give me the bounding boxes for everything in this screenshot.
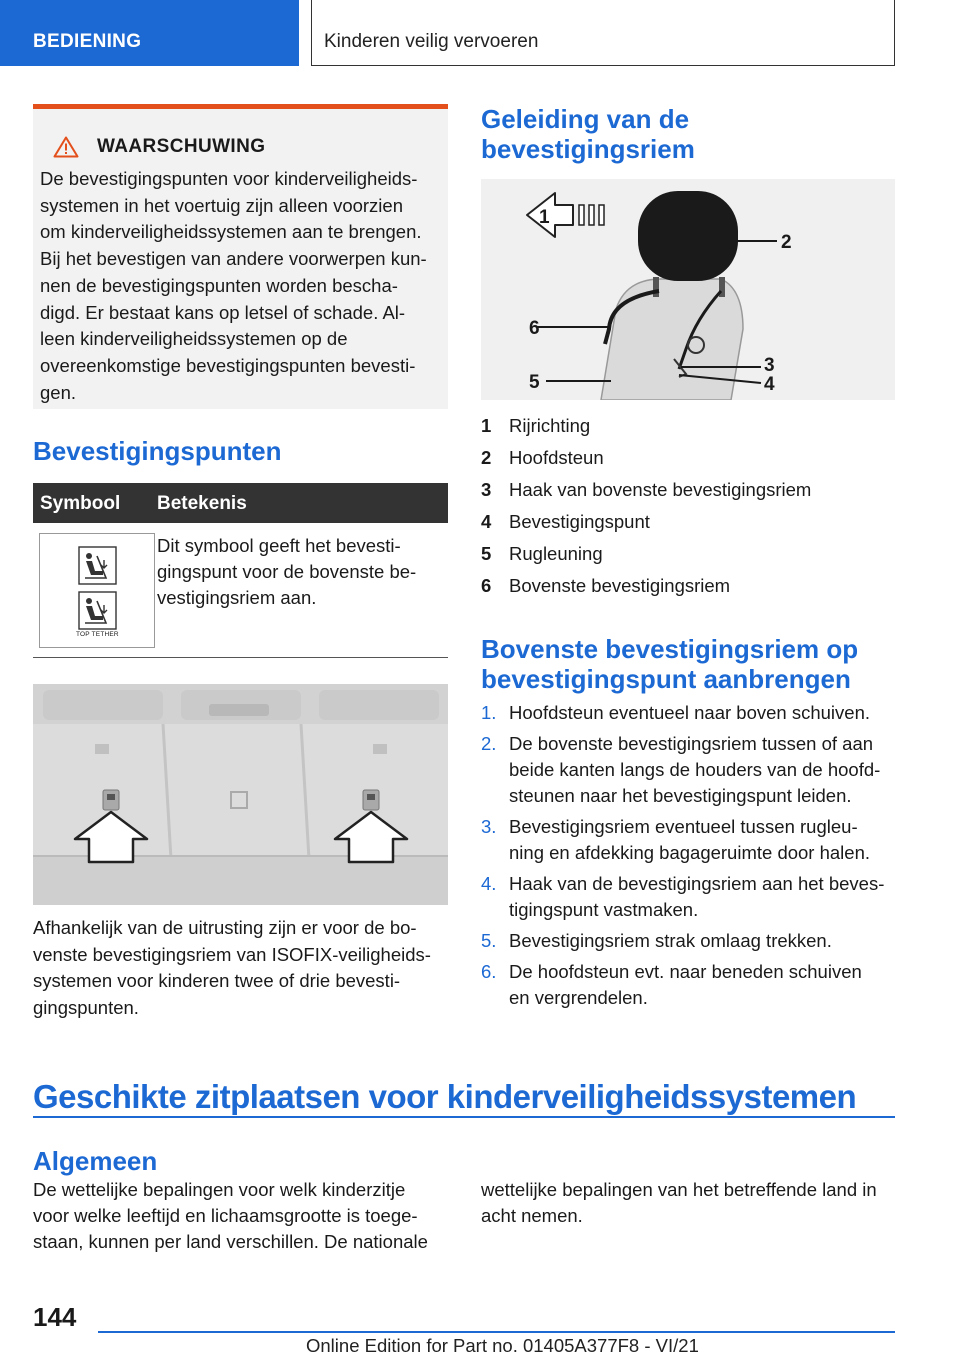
list-item [481,731,895,809]
symbol-caption: TOP TETHER [76,631,119,638]
legend-number: 4 [481,511,492,532]
callout-1: 1 [539,207,550,228]
list-item [481,570,895,602]
footer-divider [98,1331,895,1333]
step-line: Hoofdsteun eventueel naar boven schuiven. [509,702,871,723]
algemeen-text-left [33,1177,448,1255]
step-number: 5. [481,930,497,951]
list-item [481,538,895,570]
legend-number: 5 [481,543,492,564]
paragraph-line: Afhankelijk van de uitrusting zijn er voor de bo- [33,917,417,938]
paragraph-line: systemen voor kinderen twee of drie bevesti- [33,970,401,991]
list-item [481,410,895,442]
step-number: 3. [481,816,497,837]
anchor-points-paragraph [33,915,448,1021]
anchor-points-illustration [33,684,448,905]
step-line: Bevestigingsriem eventueel tussen rugleu- [509,816,858,837]
algemeen-text-right [481,1177,895,1229]
symbol-table [33,483,448,658]
step-line: beide kanten langs de houders van de hoofd- [509,759,881,780]
legend-label: Bovenste bevestigingsriem [509,575,731,596]
step-number: 6. [481,961,497,982]
figure-legend [481,410,895,602]
list-item [481,959,895,1011]
list-item [481,474,895,506]
legend-label: Rijrichting [509,415,591,436]
warning-line: gen. [40,381,77,403]
warning-title: WAARSCHUWING [97,136,266,157]
meaning-line: Dit symbool geeft het bevesti- [157,535,401,556]
symbol-meaning [157,533,447,611]
callout-4: 4 [764,374,775,395]
paragraph-line: voor welke leeftijd en lichaamsgrootte is toege- [33,1205,418,1226]
step-number: 2. [481,733,497,754]
warning-text [40,166,445,406]
legend-label: Hoofdsteun [509,447,604,468]
symbol-image [39,533,155,648]
table-header [33,483,448,523]
meaning-line: vestigingsriem aan. [157,587,317,608]
paragraph-line: De wettelijke bepalingen voor welk kinderzitje [33,1179,406,1200]
step-line: tigingspunt vastmaken. [509,899,699,920]
callout-3: 3 [764,355,775,376]
step-line: Haak van de bevestigingsriem aan het beves- [509,873,885,894]
edition-info: Online Edition for Part no. 01405A377F8 - VI/21 [306,1335,699,1356]
aanbrengen-heading [481,634,858,694]
heading-line: Bovenste bevestigingsriem op [481,634,859,664]
warning-line: Bij het bevestigen van andere voorwerpen kun- [40,248,427,270]
callout-6: 6 [529,318,540,339]
heading-line: bevestigingsriem [481,134,695,164]
heading-line: Geleiding van de [481,104,690,134]
warning-line: overeenkomstige bevestigingspunten bevesti- [40,354,416,376]
list-item [481,871,895,923]
paragraph-line: acht nemen. [481,1205,583,1226]
legend-number: 3 [481,479,492,500]
warning-line: om kinderveiligheidssystemen aan te brengen. [40,221,422,243]
paragraph-line: staan, kunnen per land verschillen. De nationale [33,1231,428,1252]
section-title: BEDIENING [33,31,142,52]
legend-number: 1 [481,415,492,436]
chapter-tab [311,0,895,66]
legend-label: Rugleuning [509,543,603,564]
warning-line: digd. Er bestaat kans op letsel of schade. Al- [40,301,406,323]
geschikte-heading: Geschikte zitplaatsen voor kinderveiligheidssystemen [33,1078,857,1115]
paragraph-line: venste bevestigingsriem van ISOFIX-veiligheids- [33,943,431,965]
callout-2: 2 [781,232,792,253]
step-line: De hoofdsteun evt. naar beneden schuiven [509,961,862,982]
step-line: Bevestigingsriem strak omlaag trekken. [509,930,832,951]
warning-header [53,136,265,158]
meaning-line: gingspunt voor de bovenste be- [157,561,417,582]
step-line: en vergrendelen. [509,987,648,1008]
callout-5: 5 [529,372,540,393]
bevestigingspunten-heading: Bevestigingspunten [33,436,282,466]
legend-number: 2 [481,447,492,468]
list-item [481,700,895,726]
algemeen-heading: Algemeen [33,1146,158,1176]
step-number: 1. [481,702,497,723]
legend-number: 6 [481,575,492,596]
chapter-title: Kinderen veilig vervoeren [324,31,539,52]
paragraph-line: gingspunten. [33,996,139,1018]
section-tab [0,0,299,66]
paragraph-line: wettelijke bepalingen van het betreffende land in [481,1179,877,1200]
warning-triangle-icon [53,136,79,158]
warning-line: De bevestigingspunten voor kinderveiligheids- [40,168,418,189]
warning-line: leen kinderveiligheidssystemen op de [40,328,348,350]
legend-label: Haak van bovenste bevestigingsriem [509,479,812,500]
warning-line: systemen in het voertuig zijn alleen voorzien [40,194,403,216]
column-header-meaning: Betekenis [157,493,247,514]
legend-label: Bevestigingspunt [509,511,650,532]
geleiding-heading [481,104,695,164]
list-item [481,506,895,538]
list-item [481,442,895,474]
step-line: steunen naar het bevestigingspunt leiden. [509,785,852,806]
step-line: De bovenste bevestigingsriem tussen of aan [509,733,874,754]
warning-box [33,104,448,409]
step-line: ning en afdekking bagageruimte door halen. [509,842,871,863]
warning-line: nen de bevestigingspunten worden bescha- [40,274,398,296]
strap-routing-illustration [481,179,895,400]
instruction-steps [481,700,895,1016]
page-number: 144 [33,1302,77,1332]
list-item [481,814,895,866]
table-row [33,523,448,658]
list-item [481,928,895,954]
column-header-symbol: Symbool [40,493,121,514]
step-number: 4. [481,873,497,894]
heading-line: bevestigingspunt aanbrengen [481,664,851,694]
heading-divider [33,1116,895,1118]
